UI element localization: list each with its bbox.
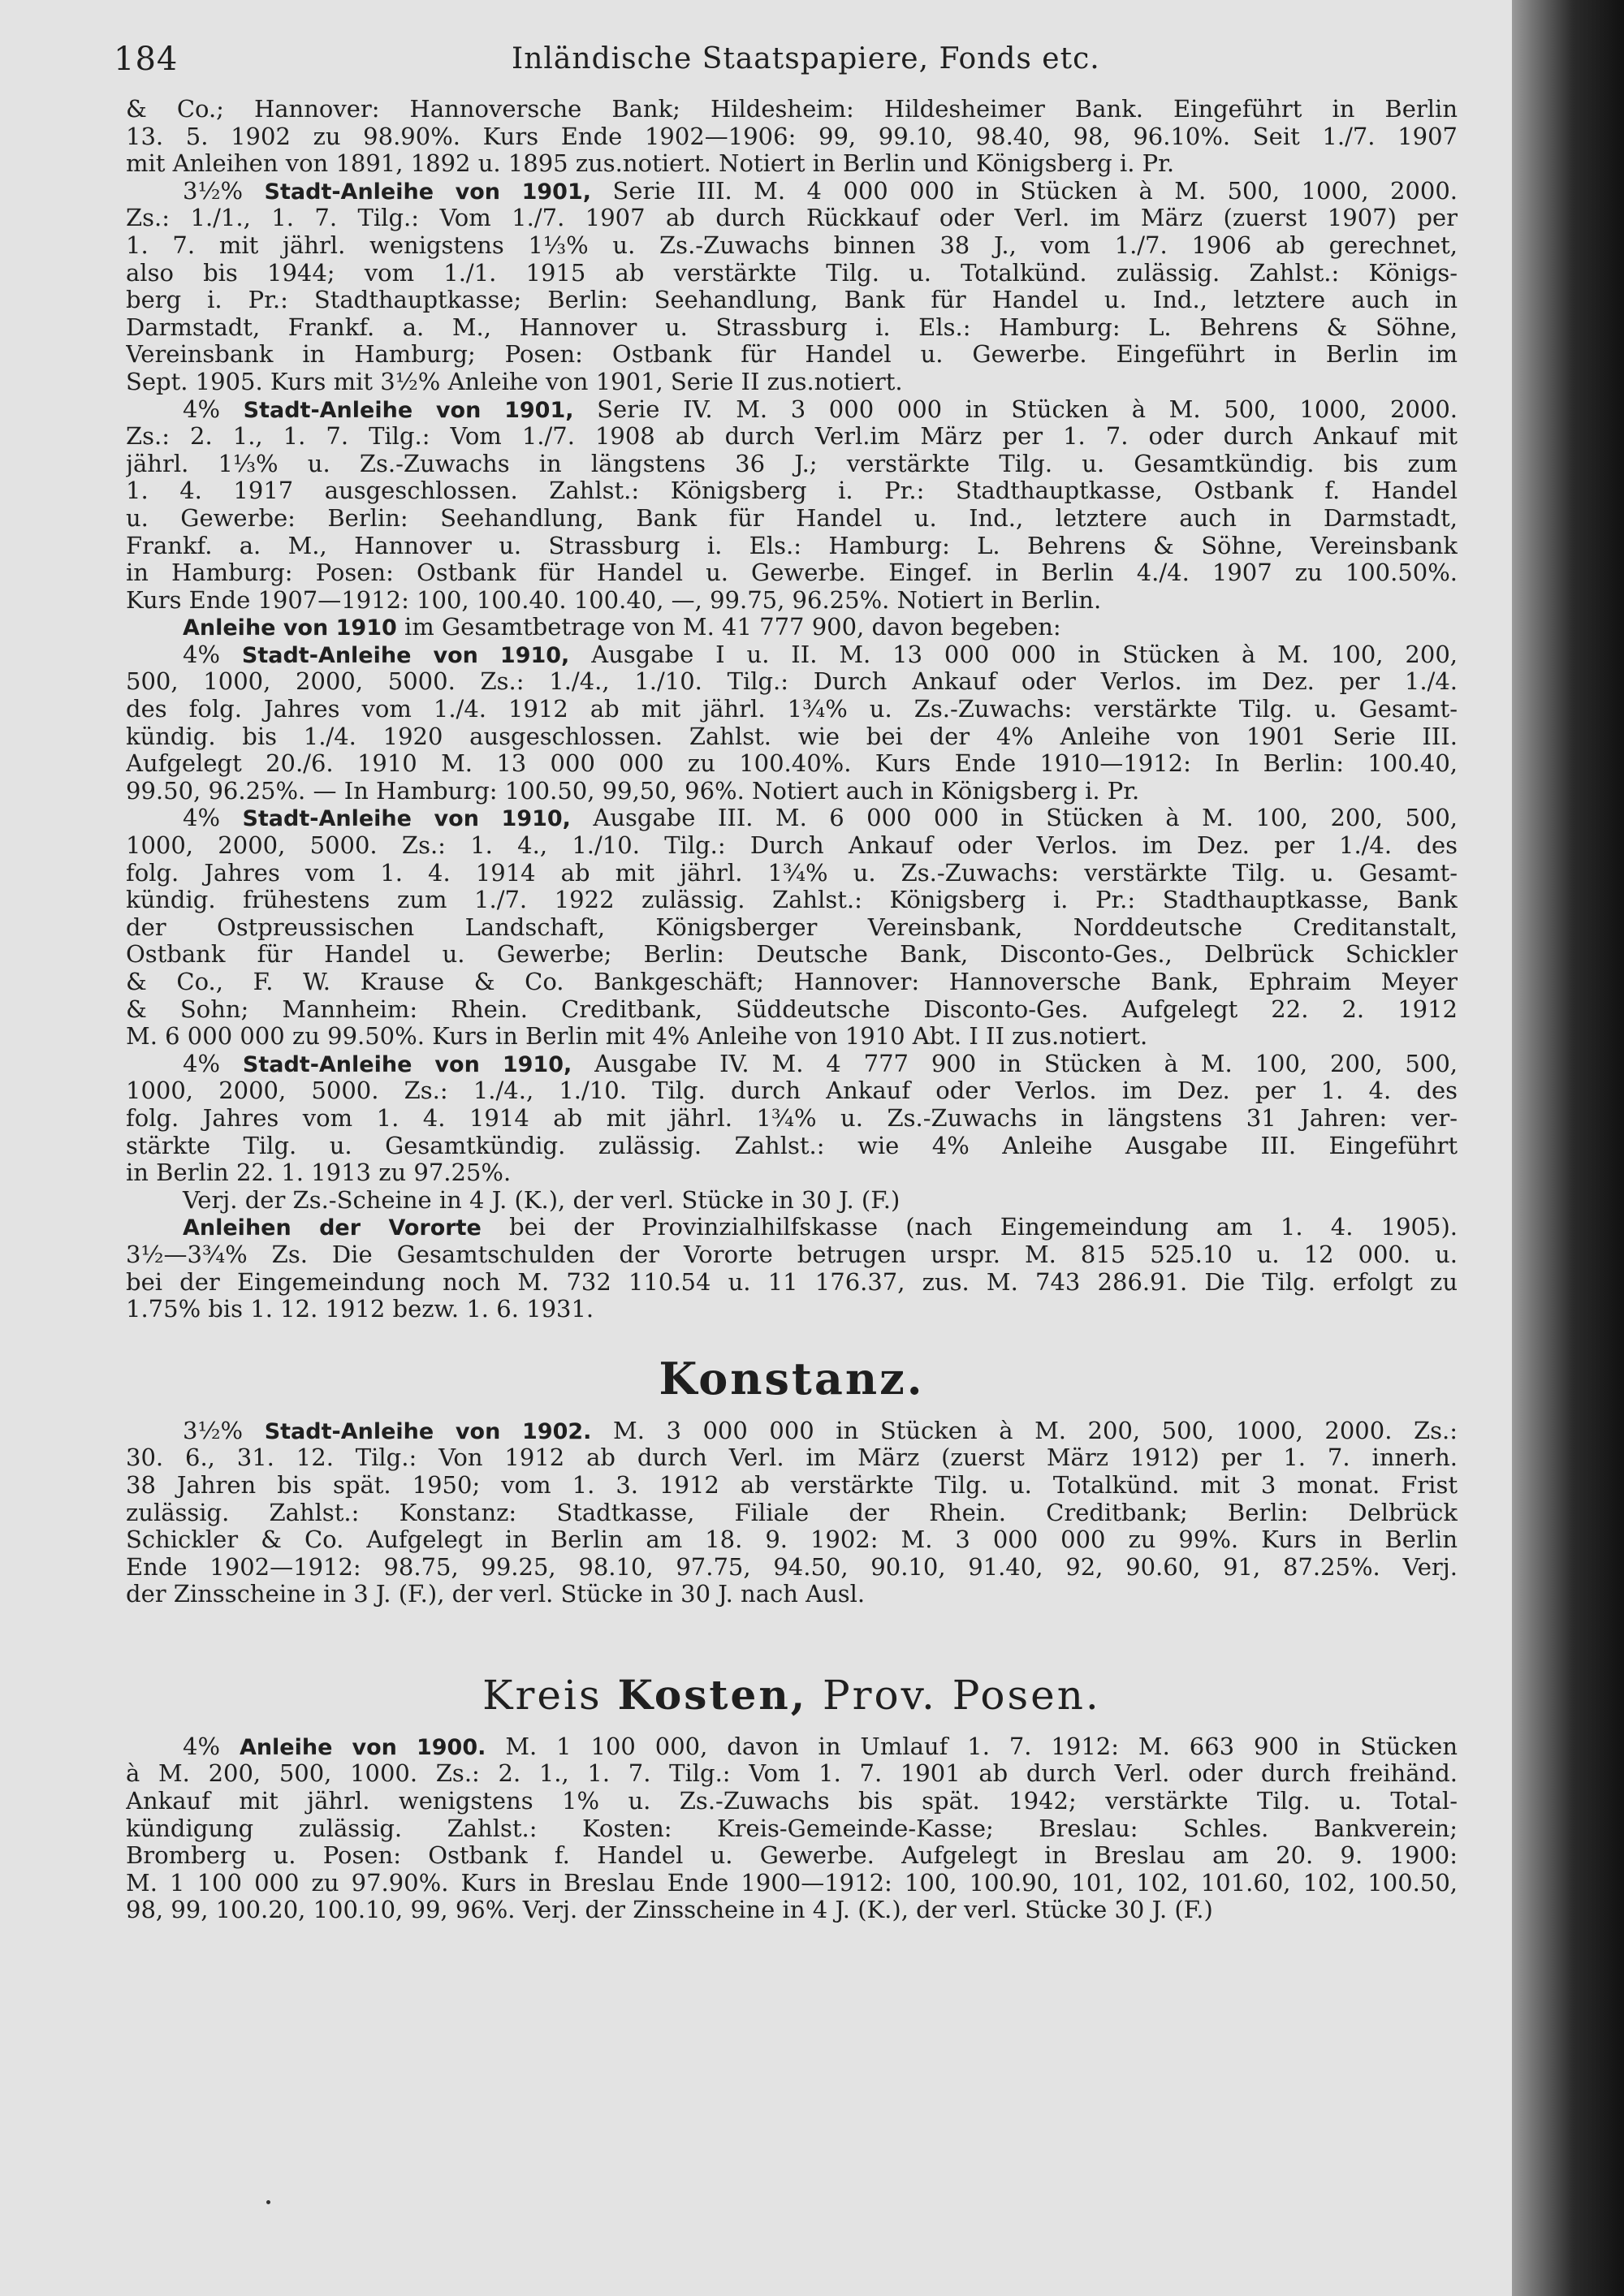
entry-heading-rest: bei der Provinzialhilfskasse (nach Eingemeindung am 1. 4. 1905). — [509, 1214, 1458, 1241]
entry-heading-line — [126, 805, 1458, 832]
entry-heading: Stadt-Anleihe von 1901, — [264, 179, 592, 205]
running-head — [114, 41, 1453, 89]
book-binding-shadow — [1512, 0, 1624, 2296]
text-line: M. 6 000 000 zu 99.50%. Kurs in Berlin mit 4% Anleihe von 1910 Abt. I II zus.notiert. — [126, 1023, 1148, 1051]
entry-heading: Stadt-Anleihe von 1910, — [242, 806, 571, 832]
text-line: folg. Jahres vom 1. 4. 1914 ab mit jährl. 1¾% u. Zs.-Zuwachs: verstärkte Tilg. u. Gesamt- — [126, 859, 1458, 887]
text-line: bei der Eingemeindung noch M. 732 110.54 u. 11 176.37, zus. M. 743 286.91. Die Tilg. erfolgt zu — [126, 1268, 1458, 1296]
entry-heading-line — [126, 1214, 1458, 1241]
section-title-text: Konstanz. — [659, 1352, 925, 1405]
running-head-title: Inländische Staatspapiere, Fonds etc. — [512, 42, 1100, 76]
text-line: Vereinsbank in Hamburg; Posen: Ostbank für Handel u. Gewerbe. Eingeführt in Berlin im — [126, 341, 1458, 369]
entry-heading-line — [126, 1733, 1458, 1761]
entry-heading: Anleihen der Vororte — [183, 1215, 482, 1241]
ink-speck — [266, 2200, 270, 2204]
text-line: Ankauf mit jährl. wenigstens 1% u. Zs.-Zuwachs bis spät. 1942; verstärkte Tilg. u. Total- — [126, 1788, 1458, 1815]
text-line: zulässig. Zahlst.: Konstanz: Stadtkasse, Filiale der Rhein. Creditbank; Berlin: Delbrück — [126, 1499, 1458, 1526]
text-line: Verj. der Zs.-Scheine in 4 J. (K.), der verl. Stücke in 30 J. (F.) — [183, 1186, 901, 1214]
entry-heading: Stadt-Anleihe von 1901, — [243, 397, 574, 423]
text-line: der Ostpreussischen Landschaft, Königsberger Vereinsbank, Norddeutsche Creditanstalt, — [126, 913, 1458, 941]
section-title-pre: Kreis — [482, 1671, 603, 1719]
section-title-bold: Kosten, — [617, 1670, 808, 1719]
interest-rate: 4% — [183, 1733, 221, 1760]
text-line: 1000, 2000, 5000. Zs.: 1. 4., 1./10. Tilg.: Durch Ankauf oder Verlos. im Dez. per 1./4. des — [126, 832, 1458, 860]
entry-heading-rest: Serie IV. M. 3 000 000 in Stücken à M. 500, 1000, 2000. — [597, 395, 1458, 423]
text-line: der Zinsscheine in 3 J. (F.), der verl. Stücke in 30 J. nach Ausl. — [126, 1581, 866, 1608]
text-line: 13. 5. 1902 zu 98.90%. Kurs Ende 1902—1906: 99, 99.10, 98.40, 98, 96.10%. Seit 1./7. 1907 — [126, 123, 1458, 150]
entry-heading: Stadt-Anleihe von 1910, — [241, 642, 570, 668]
text-line: 98, 99, 100.20, 100.10, 99, 96%. Verj. der Zinsscheine in 4 J. (K.), der verl. Stücke 30 J. (F.) — [126, 1897, 1213, 1924]
interest-rate: 4% — [183, 395, 221, 423]
page-number: 184 — [114, 41, 179, 78]
entry-heading-rest: M. 3 000 000 in Stücken à M. 200, 500, 1000, 2000. Zs.: — [613, 1417, 1458, 1444]
text-line: Bromberg u. Posen: Ostbank f. Handel u. Gewerbe. Aufgelegt in Breslau am 20. 9. 1900: — [126, 1842, 1458, 1870]
text-line: Ostbank für Handel u. Gewerbe; Berlin: Deutsche Bank, Disconto-Ges., Delbrück Schickler — [126, 941, 1458, 969]
text-line: stärkte Tilg. u. Gesamtkündig. zulässig. Zahlst.: wie 4% Anleihe Ausgabe III. Eingeführt — [126, 1132, 1458, 1159]
text-line: & Sohn; Mannheim: Rhein. Creditbank, Süddeutsche Disconto-Ges. Aufgelegt 22. 2. 1912 — [126, 995, 1458, 1023]
text-line: 3½—3¾% Zs. Die Gesamtschulden der Vororte betrugen urspr. M. 815 525.10 u. 12 000. u. — [126, 1241, 1458, 1268]
text-line: mit Anleihen von 1891, 1892 u. 1895 zus.notiert. Notiert in Berlin und Königsberg i. Pr. — [126, 150, 1175, 178]
subsection-heading-rest: im Gesamtbetrage von M. 41 777 900, davon begeben: — [404, 614, 1061, 641]
text-line: folg. Jahres vom 1. 4. 1914 ab mit jährl. 1¾% u. Zs.-Zuwachs in längstens 31 Jahren: ver- — [126, 1104, 1458, 1132]
text-line: des folg. Jahres vom 1./4. 1912 ab mit jährl. 1¾% u. Zs.-Zuwachs: verstärkte Tilg. u. Gesamt- — [126, 696, 1458, 723]
text-line: 38 Jahren bis spät. 1950; vom 1. 3. 1912 ab verstärkte Tilg. u. Totalkünd. mit 3 monat. Frist — [126, 1471, 1458, 1499]
text-line: 99.50, 96.25%. — In Hamburg: 100.50, 99,50, 96%. Notiert auch in Königsberg i. Pr. — [126, 777, 1140, 805]
interest-rate: 4% — [183, 805, 221, 832]
text-line: Frankf. a. M., Hannover u. Strassburg i. Els.: Hamburg: L. Behrens & Söhne, Vereinsbank — [126, 532, 1458, 559]
text-line: also bis 1944; vom 1./1. 1915 ab verstärkte Tilg. u. Totalkünd. zulässig. Zahlst.: Königs- — [126, 259, 1458, 287]
text-line: Darmstadt, Frankf. a. M., Hannover u. Strassburg i. Els.: Hamburg: L. Behrens & Söhne, — [126, 313, 1458, 341]
text-line: Kurs Ende 1907—1912: 100, 100.40. 100.40, —, 99.75, 96.25%. Notiert in Berlin. — [126, 586, 1102, 614]
entry-heading-rest: Ausgabe III. M. 6 000 000 in Stücken à M. 100, 200, 500, — [593, 805, 1458, 832]
entry-heading-line — [126, 1051, 1458, 1078]
entry-heading-rest: Serie III. M. 4 000 000 in Stücken à M. 500, 1000, 2000. — [612, 177, 1458, 205]
subsection-heading-line — [126, 614, 1458, 641]
text-line: berg i. Pr.: Stadthauptkasse; Berlin: Seehandlung, Bank für Handel u. Ind., letztere auch in — [126, 287, 1458, 314]
text-line: 1000, 2000, 5000. Zs.: 1./4., 1./10. Tilg. durch Ankauf oder Verlos. im Dez. per 1. 4. des — [126, 1077, 1458, 1105]
text-line: in Hamburg: Posen: Ostbank für Handel u. Gewerbe. Eingef. in Berlin 4./4. 1907 zu 100.50%. — [126, 559, 1458, 587]
text-line: Zs.: 1./1., 1. 7. Tilg.: Vom 1./7. 1907 ab durch Rückkauf oder Verl. im März (zuerst 1907) per — [126, 205, 1458, 232]
text-line: 1.75% bis 1. 12. 1912 bezw. 1. 6. 1931. — [126, 1296, 594, 1323]
entry-heading: Anleihe von 1900. — [239, 1734, 486, 1760]
text-line: Sept. 1905. Kurs mit 3½% Anleihe von 1901, Serie II zus.notiert. — [126, 368, 903, 395]
text-line: Aufgelegt 20./6. 1910 M. 13 000 000 zu 100.40%. Kurs Ende 1910—1912: In Berlin: 100.40, — [126, 750, 1458, 778]
text-line: kündig. frühestens zum 1./7. 1922 zulässig. Zahlst.: Königsberg i. Pr.: Stadthauptkasse, Bank — [126, 887, 1458, 914]
text-line: Ende 1902—1912: 98.75, 99.25, 98.10, 97.75, 94.50, 90.10, 91.40, 92, 90.60, 91, 87.25%. Verj. — [126, 1553, 1458, 1581]
section-title-post: Prov. Posen. — [823, 1671, 1101, 1719]
entry-heading-line — [126, 1418, 1458, 1445]
interest-rate: 3½% — [183, 1417, 244, 1444]
entry-heading: Stadt-Anleihe von 1910, — [242, 1051, 572, 1077]
text-line: 1. 4. 1917 ausgeschlossen. Zahlst.: Königsberg i. Pr.: Stadthauptkasse, Ostbank f. Handel — [126, 477, 1458, 505]
text-line: & Co.; Hannover: Hannoversche Bank; Hildesheim: Hildesheimer Bank. Eingeführt in Berlin — [126, 96, 1458, 123]
text-line: kündig. bis 1./4. 1920 ausgeschlossen. Zahlst. wie bei der 4% Anleihe von 1901 Serie III. — [126, 723, 1458, 750]
text-line: Schickler & Co. Aufgelegt in Berlin am 18. 9. 1902: M. 3 000 000 zu 99%. Kurs in Berlin — [126, 1526, 1458, 1554]
entry-heading-rest: Ausgabe IV. M. 4 777 900 in Stücken à M. 100, 200, 500, — [594, 1050, 1458, 1077]
text-line: u. Gewerbe: Berlin: Seehandlung, Bank für Handel u. Ind., letztere auch in Darmstadt, — [126, 504, 1458, 532]
entry-heading-line — [126, 178, 1458, 205]
text-line: M. 1 100 000 zu 97.90%. Kurs in Breslau Ende 1900—1912: 100, 100.90, 101, 102, 101.60, 102, 100.50, — [126, 1869, 1458, 1897]
interest-rate: 3½% — [183, 177, 244, 205]
interest-rate: 4% — [183, 641, 221, 668]
text-line: 500, 1000, 2000, 5000. Zs.: 1./4., 1./10. Tilg.: Durch Ankauf oder Verlos. im Dez. per 1./4. — [126, 668, 1458, 696]
text-line: & Co., F. W. Krause & Co. Bankgeschäft; Hannover: Hannoversche Bank, Ephraim Meyer — [126, 969, 1458, 995]
entry-heading: Stadt-Anleihe von 1902. — [264, 1418, 592, 1444]
body-text — [126, 96, 1458, 1924]
text-line: 1. 7. mit jährl. wenigstens 1⅓% u. Zs.-Zuwachs binnen 38 J., vom 1./7. 1906 ab gerechnet, — [126, 231, 1458, 259]
section-title-kreis-kosten — [126, 1672, 1458, 1719]
section-title-konstanz — [126, 1354, 1458, 1403]
text-line: jährl. 1⅓% u. Zs.-Zuwachs in längstens 36 J.; verstärkte Tilg. u. Gesamtkündig. bis zum — [126, 450, 1458, 477]
entry-heading-line — [126, 396, 1458, 424]
text-line: kündigung zulässig. Zahlst.: Kosten: Kreis-Gemeinde-Kasse; Breslau: Schles. Bankverein; — [126, 1815, 1458, 1842]
subsection-heading: Anleihe von 1910 — [183, 615, 397, 641]
text-line: 30. 6., 31. 12. Tilg.: Von 1912 ab durch Verl. im März (zuerst März 1912) per 1. 7. innerh. — [126, 1444, 1458, 1472]
text-line: in Berlin 22. 1. 1913 zu 97.25%. — [126, 1159, 512, 1187]
entry-heading-rest: M. 1 100 000, davon in Umlauf 1. 7. 1912: M. 663 900 in Stücken — [505, 1733, 1458, 1760]
interest-rate: 4% — [183, 1050, 221, 1077]
entry-heading-rest: Ausgabe I u. II. M. 13 000 000 in Stücken à M. 100, 200, — [591, 641, 1458, 668]
text-line: Zs.: 2. 1., 1. 7. Tilg.: Vom 1./7. 1908 ab durch Verl.im März per 1. 7. oder durch Ankauf mit — [126, 423, 1458, 451]
entry-heading-line — [126, 641, 1458, 669]
text-line: à M. 200, 500, 1000. Zs.: 2. 1., 1. 7. Tilg.: Vom 1. 7. 1901 ab durch Verl. oder durch freihänd. — [126, 1760, 1458, 1788]
